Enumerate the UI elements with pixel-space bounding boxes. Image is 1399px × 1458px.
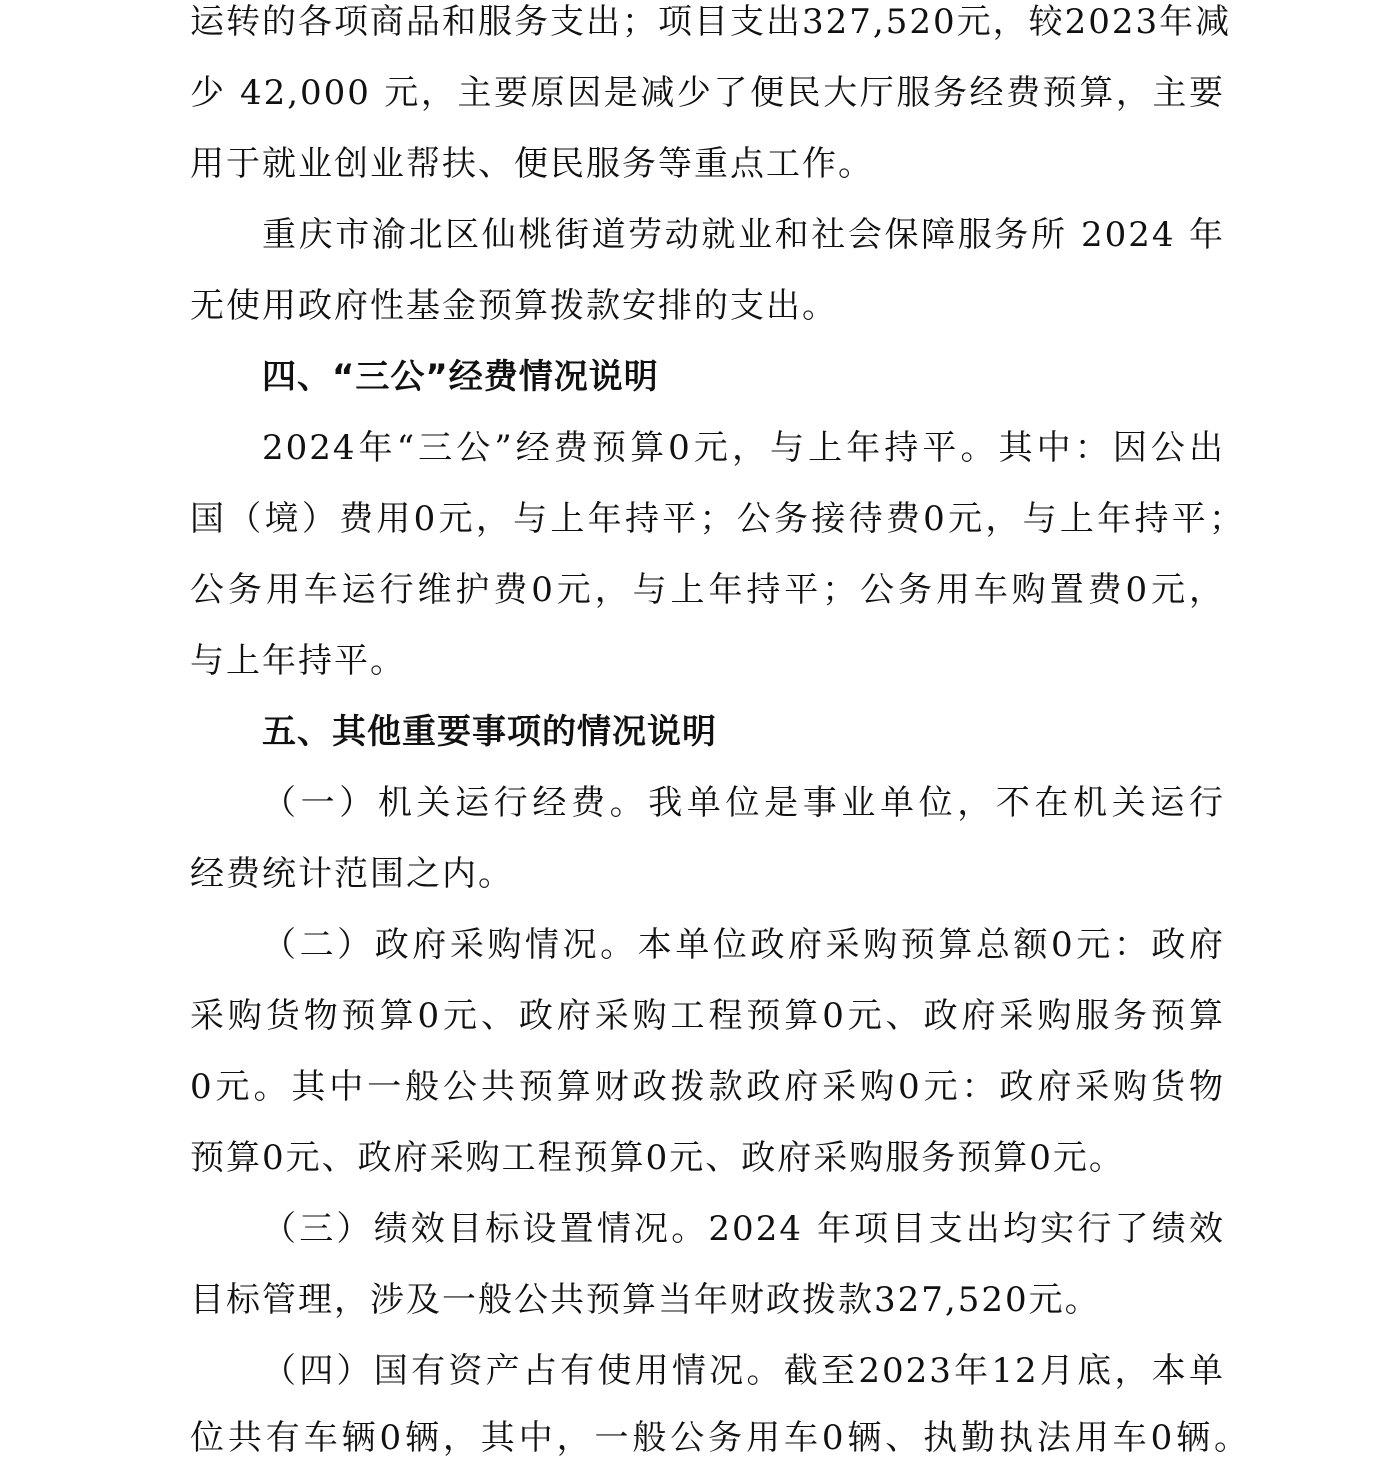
text-line: 预算0元、政府采购工程预算0元、政府采购服务预算0元。	[190, 1138, 1125, 1178]
paragraph-first-line: 2024年“三公”经费预算0元，与上年持平。其中：因公出	[262, 428, 1225, 468]
text-line: 0元。其中一般公共预算财政拨款政府采购0元：政府采购货物	[190, 1067, 1225, 1107]
paragraph-first-line: （三）绩效目标设置情况。2024 年项目支出均实行了绩效	[262, 1209, 1225, 1249]
text-line: 公务用车运行维护费0元，与上年持平；公务用车购置费0元，	[190, 570, 1225, 610]
paragraph-first-line: （二）政府采购情况。本单位政府采购预算总额0元：政府	[262, 925, 1225, 965]
text-line: 目标管理，涉及一般公共预算当年财政拨款327,520元。	[190, 1280, 1101, 1320]
text-line: 国（境）费用0元，与上年持平；公务接待费0元，与上年持平；	[190, 499, 1245, 539]
section-heading: 四、“三公”经费情况说明	[262, 357, 659, 397]
text-line: 运转的各项商品和服务支出；项目支出327,520元，较2023年减	[190, 2, 1232, 42]
text-line: 经费统计范围之内。	[190, 854, 514, 894]
text-line: 采购货物预算0元、政府采购工程预算0元、政府采购服务预算	[190, 996, 1225, 1036]
paragraph-first-line: （一）机关运行经费。我单位是事业单位，不在机关运行	[262, 783, 1225, 823]
text-line: 无使用政府性基金预算拨款安排的支出。	[190, 286, 838, 326]
paragraph-first-line: （四）国有资产占有使用情况。截至2023年12月底，本单	[262, 1351, 1225, 1391]
text-line: 少 42,000 元，主要原因是减少了便民大厅服务经费预算，主要	[190, 73, 1225, 113]
section-heading: 五、其他重要事项的情况说明	[262, 712, 717, 752]
text-line: 位共有车辆0辆，其中，一般公务用车0辆、执勤执法用车0辆。	[190, 1418, 1250, 1458]
text-line: 用于就业创业帮扶、便民服务等重点工作。	[190, 144, 874, 184]
paragraph-first-line: 重庆市渝北区仙桃街道劳动就业和社会保障服务所 2024 年	[262, 215, 1225, 255]
text-line: 与上年持平。	[190, 641, 406, 681]
